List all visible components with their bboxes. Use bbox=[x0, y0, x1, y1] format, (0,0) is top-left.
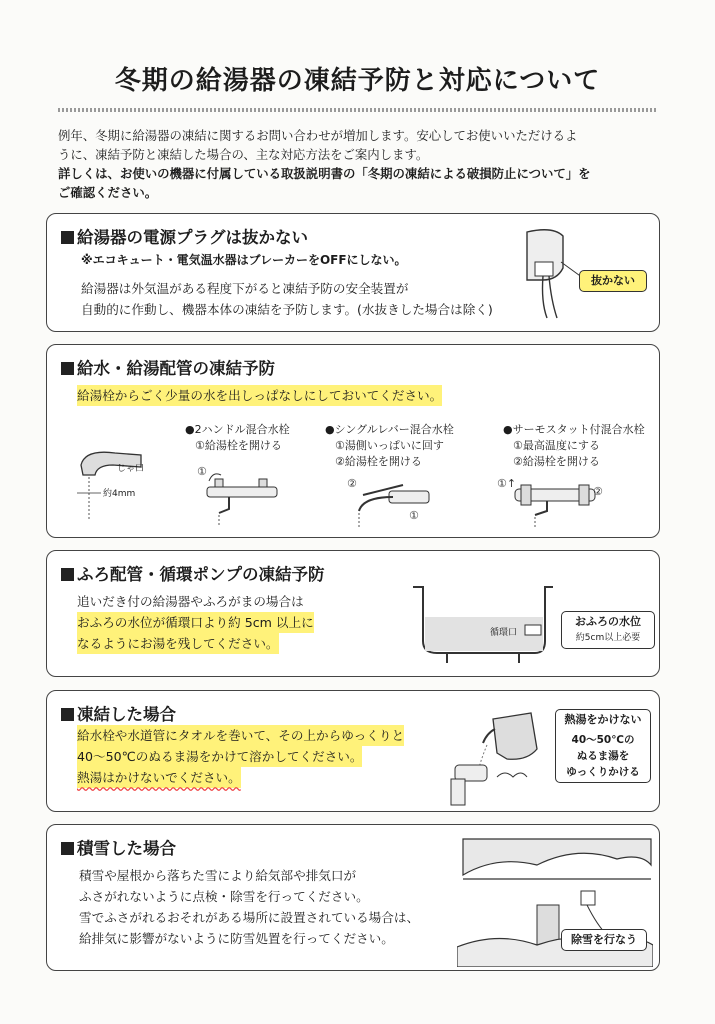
faucet-drip-illustration bbox=[75, 445, 155, 525]
section-frozen bbox=[46, 690, 660, 812]
intro-line: ご確認ください。 bbox=[58, 185, 158, 200]
no-boiling-water-tag-title: 熱湯をかけない bbox=[564, 713, 642, 726]
section-heading bbox=[61, 355, 275, 379]
section-heading bbox=[61, 701, 176, 725]
title-divider bbox=[58, 108, 658, 112]
bath-text-line: おふろの水位が循環口より約 5cm 以上に bbox=[77, 612, 314, 633]
bath-text-line: なるようにお湯を残してください。 bbox=[77, 633, 279, 654]
square-bullet-icon bbox=[61, 568, 74, 581]
section-power-plug bbox=[46, 213, 660, 332]
single-lever-step: ①湯側いっぱいに回す bbox=[335, 439, 444, 452]
frozen-warning-line: 熱湯はかけないでください。 bbox=[77, 767, 241, 788]
square-bullet-icon bbox=[61, 708, 74, 721]
plug-note: ※エコキュート・電気温水器はブレーカーをOFFにしない。 bbox=[81, 253, 407, 267]
no-boiling-water-tag bbox=[555, 709, 651, 783]
plug-body-line: 自動的に作動し、機器本体の凍結を予防します。(水抜きした場合は除く) bbox=[81, 302, 493, 317]
do-not-unplug-tag: 抜かない bbox=[579, 270, 647, 292]
svg-text:①: ① bbox=[197, 465, 207, 478]
intro-line: 例年、冬期に給湯器の凍結に関するお問い合わせが増加します。安心してお使いいただけるよ bbox=[58, 128, 578, 143]
section-heading bbox=[61, 835, 176, 859]
no-boiling-water-tag-line: 40～50℃の bbox=[571, 734, 635, 746]
thermostat-title: ●サーモスタット付混合水栓 bbox=[503, 423, 645, 436]
intro-line: うに、凍結予防と凍結した場合の、主な対応方法をご案内します。 bbox=[58, 147, 429, 162]
section-heading-text: 給湯器の電源プラグは抜かない bbox=[77, 228, 308, 247]
circulation-port-label: 循環口 bbox=[490, 628, 518, 638]
snow-text-line: ふさがれないように点検・除雪を行ってください。 bbox=[79, 889, 369, 904]
no-boiling-water-tag-line: ゆっくりかける bbox=[566, 766, 640, 778]
water-highlight-text: 給湯栓からごく少量の水を出しっぱなしにしておいてください。 bbox=[77, 385, 442, 406]
section-snow bbox=[46, 824, 660, 971]
section-heading-text: 凍結した場合 bbox=[77, 705, 176, 724]
two-handle-step: ①給湯栓を開ける bbox=[195, 439, 282, 452]
section-heading-text: ふろ配管・循環ポンプの凍結予防 bbox=[77, 565, 325, 584]
section-heading bbox=[61, 561, 325, 585]
snow-text-line: 給排気に影響がないように防雪処置を行ってください。 bbox=[79, 931, 394, 946]
thermostat-step: ②給湯栓を開ける bbox=[513, 455, 600, 468]
thermostat-step: ①最高温度にする bbox=[513, 439, 600, 452]
svg-text:②: ② bbox=[593, 485, 603, 498]
frozen-text-line: 40～50℃のぬるま湯をかけて溶かしてください。 bbox=[77, 746, 362, 767]
svg-text:①↑: ①↑ bbox=[497, 477, 517, 490]
section-heading-text: 給水・給湯配管の凍結予防 bbox=[77, 359, 275, 378]
single-lever-title: ●シングルレバー混合水栓 bbox=[325, 423, 454, 436]
intro-line: 詳しくは、お使いの機器に付属している取扱説明書の「冬期の凍結による破損防止について」を bbox=[58, 166, 591, 181]
water-level-tag bbox=[561, 611, 655, 649]
square-bullet-icon bbox=[61, 362, 74, 375]
snow-text-line: 積雪や屋根から落ちた雪により給気部や排気口が bbox=[79, 868, 357, 883]
section-heading-text: 積雪した場合 bbox=[77, 839, 176, 858]
square-bullet-icon bbox=[61, 842, 74, 855]
two-handle-title: ●2ハンドル混合水栓 bbox=[185, 423, 290, 436]
thermostat-faucet-illustration bbox=[495, 473, 615, 529]
plug-body-line: 給湯器は外気温がある程度下がると凍結予防の安全装置が bbox=[81, 281, 409, 296]
snow-text-line: 雪でふさがれるおそれがある場所に設置されている場合は、 bbox=[79, 910, 420, 925]
svg-text:②: ② bbox=[347, 477, 357, 490]
bath-text-line: 追いだき付の給湯器やふろがまの場合は bbox=[77, 594, 304, 609]
water-level-tag-title: おふろの水位 bbox=[575, 615, 641, 628]
clear-snow-tag: 除雪を行なう bbox=[561, 929, 647, 951]
bathtub-illustration bbox=[407, 581, 557, 671]
intro-text bbox=[58, 126, 658, 202]
single-lever-step: ②給湯栓を開ける bbox=[335, 455, 422, 468]
water-level-tag-sub: 約5cm以上必要 bbox=[575, 633, 641, 643]
kettle-faucet-illustration bbox=[427, 699, 547, 807]
section-bath-pipes bbox=[46, 550, 660, 677]
section-heading bbox=[61, 224, 308, 248]
frozen-text-line: 給水栓や水道管にタオルを巻いて、その上からゆっくりと bbox=[77, 725, 404, 746]
section-water-pipes bbox=[46, 344, 660, 538]
two-handle-faucet-illustration bbox=[195, 457, 305, 527]
svg-text:①: ① bbox=[409, 509, 419, 522]
faucet-size: 約4mm bbox=[103, 489, 136, 499]
no-boiling-water-tag-line: ぬるま湯を bbox=[576, 750, 630, 762]
faucet-label: じゃ口 bbox=[117, 464, 145, 474]
single-lever-faucet-illustration bbox=[343, 473, 453, 529]
square-bullet-icon bbox=[61, 231, 74, 244]
page-title: 冬期の給湯器の凍結予防と対応について bbox=[114, 66, 601, 96]
